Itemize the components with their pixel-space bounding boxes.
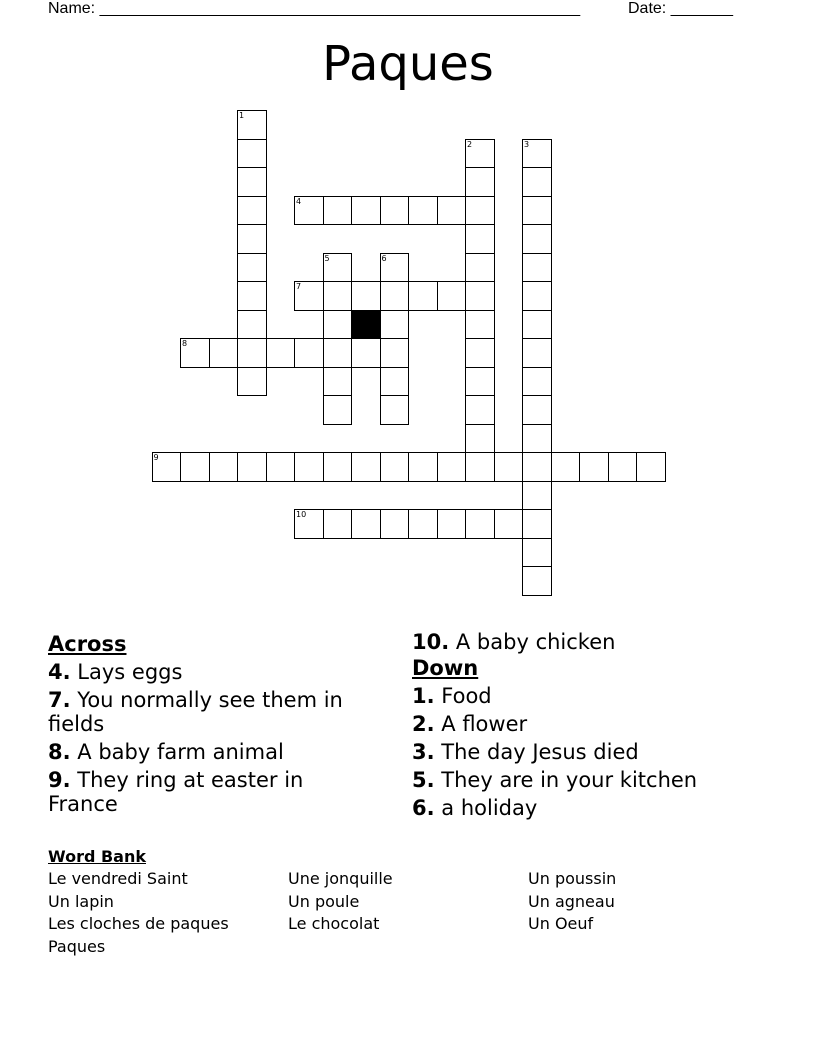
crossword-cell[interactable] [380,367,410,397]
clue-number: 3. [412,740,435,764]
crossword-cell[interactable] [437,509,467,539]
clues-right-column [412,630,772,820]
crossword-cell[interactable] [294,509,324,539]
clue-text: The day Jesus died [441,740,639,764]
word-bank-item: Un poule [288,891,360,911]
crossword-cell[interactable] [351,338,381,368]
clue-number: 5. [412,768,435,792]
clue-text: A baby farm animal [77,740,284,764]
crossword-cell[interactable] [180,338,210,368]
crossword-cell[interactable] [522,481,552,511]
clue-across-9 [48,768,378,816]
crossword-cell[interactable] [237,139,267,169]
crossword-cell[interactable] [494,509,524,539]
clue-text: A baby chicken [455,630,616,654]
crossword-cell[interactable] [494,452,524,482]
crossword-cell[interactable] [351,509,381,539]
crossword-cell[interactable] [380,196,410,226]
clue-text: A flower [441,712,528,736]
crossword-cell[interactable] [294,452,324,482]
crossword-cell[interactable] [465,509,495,539]
cell-number: 10 [296,510,307,519]
crossword-cell[interactable] [465,196,495,226]
crossword-cell[interactable] [522,538,552,568]
crossword-cell[interactable] [209,452,239,482]
clue-number: 1. [412,684,435,708]
crossword-cell[interactable] [522,424,552,454]
word-bank-item: Un poussin [528,869,617,888]
word-bank [48,846,768,956]
crossword-cell[interactable] [522,139,552,169]
crossword-cell[interactable] [209,338,239,368]
crossword-cell[interactable] [237,224,267,254]
crossword-cell[interactable] [522,224,552,254]
crossword-cell[interactable] [522,509,552,539]
crossword-cell[interactable] [437,452,467,482]
crossword-cell[interactable] [323,253,353,283]
crossword-cell[interactable] [323,452,353,482]
crossword-cell[interactable] [608,452,638,482]
across-heading: Across [48,632,127,656]
clue-across-4 [48,660,378,684]
page-title: Paques [322,36,494,92]
crossword-cell[interactable] [323,310,353,340]
crossword-cell[interactable] [465,395,495,425]
crossword-cell[interactable] [152,452,182,482]
crossword-cell[interactable] [437,196,467,226]
word-bank-item: Une jonquille [288,869,393,888]
crossword-cell[interactable] [380,281,410,311]
crossword-cell[interactable] [522,452,552,482]
clue-down-6 [412,796,772,820]
crossword-cell[interactable] [380,452,410,482]
word-bank-title: Word Bank [48,847,147,866]
crossword-cell[interactable] [522,395,552,425]
crossword-cell[interactable] [465,224,495,254]
clue-across-10 [412,630,772,654]
crossword-cell[interactable] [380,395,410,425]
word-bank-item: Un agneau [528,891,615,911]
down-heading: Down [412,656,479,680]
clue-across-8 [48,740,378,764]
crossword-cell[interactable] [465,452,495,482]
clue-number: 8. [48,740,71,764]
clue-number: 6. [412,796,435,820]
word-bank-item: Le vendredi Saint [48,869,188,888]
clue-across-7 [48,688,378,736]
clue-text: They are in your kitchen [441,768,698,792]
crossword-cell[interactable] [323,367,353,397]
crossword-cell[interactable] [380,310,410,340]
clue-down-2 [412,712,772,736]
clue-text: Lays eggs [77,660,183,684]
crossword-cell[interactable] [323,338,353,368]
clue-text: Food [441,684,492,708]
crossword-cell[interactable] [351,196,381,226]
cell-number: 4 [296,196,302,206]
crossword-cell[interactable] [351,281,381,311]
name-field[interactable]: Name: ______________________________________________________ [48,0,581,17]
crossword-cell[interactable] [294,338,324,368]
crossword-cell[interactable] [522,196,552,226]
cell-number: 6 [381,253,387,263]
crossword-cell[interactable] [237,196,267,226]
crossword-cell[interactable] [408,281,438,311]
crossword-cell[interactable] [408,196,438,226]
crossword-cell[interactable] [237,452,267,482]
crossword-cell[interactable] [465,253,495,283]
cell-number: 1 [239,111,245,120]
cell-number: 2 [467,139,473,149]
word-bank-item: Le chocolat [288,914,380,933]
crossword-cell[interactable] [465,281,495,311]
word-bank-column-1 [48,868,229,958]
clue-text: You normally see them in fields [48,688,343,736]
crossword-cell[interactable] [522,253,552,283]
crossword-cell[interactable] [237,310,267,340]
clue-number: 10. [412,630,450,654]
word-bank-column-2 [288,868,393,936]
word-bank-item: Les cloches de paques [48,914,229,933]
crossword-cell[interactable] [380,509,410,539]
crossword-cell[interactable] [522,338,552,368]
crossword-cell[interactable] [408,509,438,539]
cell-number: 8 [182,339,188,348]
crossword-cell[interactable] [237,281,267,311]
crossword-block-cell [351,310,381,340]
crossword-cell[interactable] [237,253,267,283]
clue-number: 9. [48,768,71,792]
clue-number: 2. [412,712,435,736]
crossword-cell[interactable] [237,367,267,397]
crossword-cell[interactable] [380,338,410,368]
crossword-cell[interactable] [294,281,324,311]
crossword-cell[interactable] [437,281,467,311]
crossword-cell[interactable] [323,509,353,539]
crossword-cell[interactable] [579,452,609,482]
crossword-cell[interactable] [522,281,552,311]
clue-number: 4. [48,660,71,684]
clue-down-1 [412,684,772,708]
crossword-cell[interactable] [351,452,381,482]
crossword-cell[interactable] [522,367,552,397]
word-bank-item: Paques [48,936,106,956]
crossword-cell[interactable] [465,338,495,368]
clue-down-3 [412,740,772,764]
clue-text: They ring at easter in France [48,768,304,816]
crossword-cell[interactable] [323,196,353,226]
crossword-cell[interactable] [522,167,552,197]
crossword-cell[interactable] [323,281,353,311]
crossword-cell[interactable] [522,566,552,596]
crossword-cell[interactable] [237,110,267,140]
cell-number: 3 [524,139,530,149]
crossword-cell[interactable] [465,424,495,454]
clue-text: a holiday [441,796,538,820]
word-bank-column-3 [528,868,616,936]
cell-number: 9 [153,453,159,462]
crossword-cell[interactable] [465,167,495,197]
cell-number: 5 [324,253,330,263]
clue-down-5 [412,768,772,792]
crossword-cell[interactable] [266,338,296,368]
clue-number: 7. [48,688,71,712]
crossword-cell[interactable] [237,338,267,368]
crossword-cell[interactable] [266,452,296,482]
clues-left-column [48,630,378,816]
date-field[interactable]: Date: _______ [628,0,733,17]
crossword-cell[interactable] [522,310,552,340]
crossword-cell[interactable] [408,452,438,482]
crossword-cell[interactable] [551,452,581,482]
word-bank-item: Un lapin [48,891,114,911]
crossword-cell[interactable] [380,253,410,283]
crossword-cell[interactable] [294,196,324,226]
crossword-cell[interactable] [237,167,267,197]
crossword-cell[interactable] [636,452,666,482]
crossword-cell[interactable] [323,395,353,425]
crossword-cell[interactable] [465,367,495,397]
crossword-cell[interactable] [465,139,495,169]
crossword-cell[interactable] [465,310,495,340]
word-bank-item: Un Oeuf [528,914,594,933]
cell-number: 7 [296,282,302,291]
crossword-cell[interactable] [180,452,210,482]
